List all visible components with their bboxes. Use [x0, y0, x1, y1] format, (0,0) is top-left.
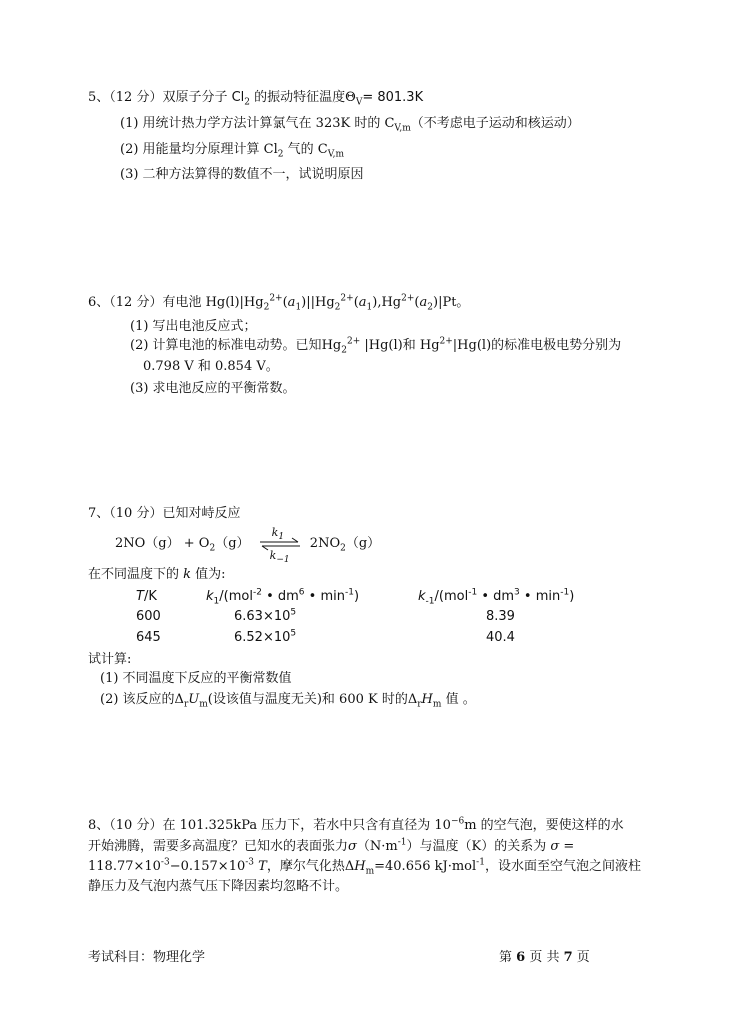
- q8-line-1: 8、（10 分）在 101.325kPa 压力下，若水中只含有直径为 $10^{-6}m$ 的空气泡，要使这样的水: [88, 816, 624, 833]
- k1-label: $k_1$: [271, 525, 285, 542]
- q7-calc-label: 试计算:: [88, 652, 132, 667]
- q8-line-3: $118.77\times 10^{-3}-0.157\times 10^{-3}$ T，摩尔气化热$\Delta H_m=40.656$ kJ·mol$^{-1}$，设水面至空气泡之间液柱: [88, 857, 641, 877]
- q7-part-1: (1) 不同温度下反应的平衡常数值: [100, 671, 292, 686]
- k-minus1-label: $k_{-1}$: [269, 548, 290, 565]
- footer-page-number: 第 6 页 共 7 页: [499, 950, 590, 965]
- q6-part-1: (1) 写出电池反应式；: [130, 319, 257, 334]
- q7-intro: 在不同温度下的 k 值为:: [88, 567, 226, 582]
- table-row-645-t: 645: [136, 630, 161, 645]
- q5-part-3: (3) 二种方法算得的数值不一，试说明原因: [120, 167, 364, 182]
- q8-line-4: 静压力及气泡内蒸气压下降因素均忽略不计。: [88, 879, 349, 894]
- q6-stem: 6、（12 分）有电池 $Hg(l)|Hg_2^{2+}(a_1)||Hg_2^{2+}(a_1),Hg^{2+}(a_2)|Pt$。: [88, 293, 470, 313]
- q5-stem: 5、（12 分）双原子分子 $Cl_2$ 的振动特征温度$\Theta_V= 801.3K$: [88, 90, 424, 108]
- q6-part-2: (2) 计算电池的标准电动势。已知$Hg_2^{2+}$ |Hg(l)和 $Hg^{2+}|Hg(l)$的标准电极电势分别为: [130, 336, 622, 356]
- q7-col-k-minus1: $k_{-1}/(mol^{-1}$ • $dm^3$ • $\min^{-1}$): [418, 587, 575, 607]
- q6-part-3: (3) 求电池反应的平衡常数。: [130, 381, 296, 396]
- equilibrium-arrow-icon: [258, 525, 302, 565]
- footer-subject: 考试科目：物理化学: [88, 950, 206, 965]
- q7-col-temperature: T/K: [136, 589, 157, 604]
- table-row-645-k1: $6.52\times 10^5$: [234, 628, 297, 645]
- table-row-600-k1: $6.63\times 10^5$: [234, 607, 297, 624]
- q5-part-1: (1) 用统计热力学方法计算氯气在 323K 时的 $C_{V,m}$（不考虑电子运动和核运动）: [120, 116, 580, 134]
- table-row-600-t: 600: [136, 609, 161, 624]
- q7-part-2: (2) 该反应的$\Delta_rU_m$(设该值与温度无关)和 600 K 时的$\Delta_rH_m$ 值 。: [100, 692, 476, 710]
- q6-part-2-values: 0.798 V 和 0.854 V。: [143, 359, 279, 374]
- q8-line-2: 开始沸腾，需要多高温度？已知水的表面张力$\sigma(N\cdot m^{-1})$与温度（K）的关系为 σ =: [88, 837, 575, 854]
- table-row-645-km1: 40.4: [486, 630, 515, 645]
- q7-equation: $2NO(g) + O_2(g)$ $k_1$ $k_{-1}$ $2NO_2(g)$: [115, 525, 381, 565]
- q7-col-k1: $k_1/(mol^{-2}$ • $dm^6$ • $\min^{-1}$): [206, 587, 360, 607]
- q5-part-2: (2) 用能量均分原理计算 $Cl_2$ 气的 $C_{V,m}$: [120, 142, 345, 160]
- q7-stem: 7、（10 分）已知对峙反应: [88, 506, 241, 521]
- table-row-600-km1: 8.39: [486, 609, 515, 624]
